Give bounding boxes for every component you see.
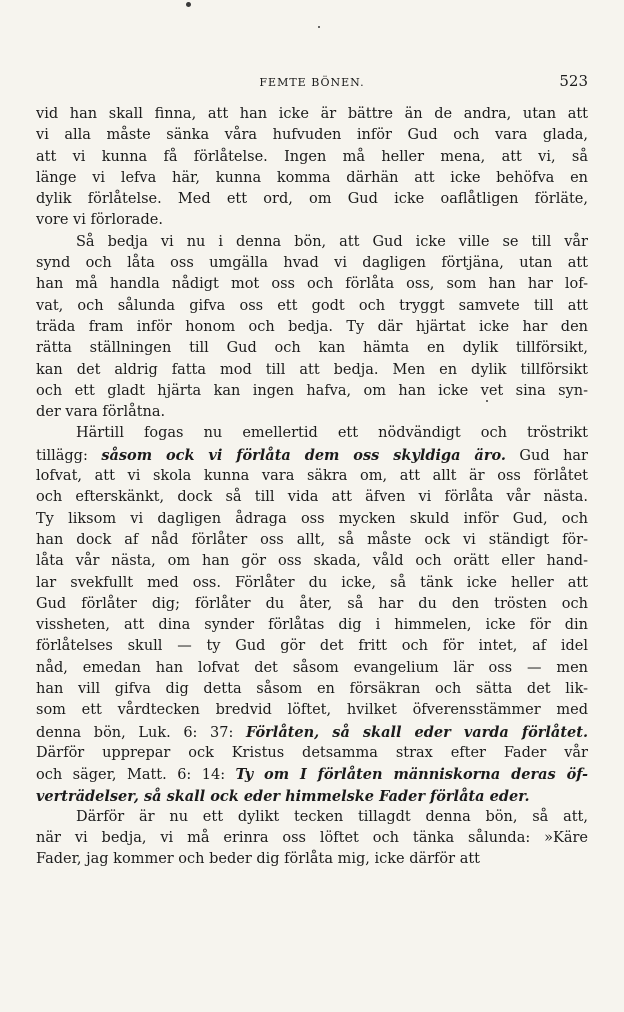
text-line bbox=[36, 210, 588, 231]
text-line bbox=[36, 466, 588, 487]
paragraph bbox=[36, 807, 588, 871]
text-line bbox=[36, 104, 588, 125]
text-line bbox=[36, 253, 588, 274]
text-line bbox=[36, 828, 588, 849]
text-span: han vill gifva dig detta såsom en försäkran och sätta det lik- bbox=[36, 681, 588, 698]
text-span: lar svekfullt med oss. Förlåter du icke, så tänk icke heller att bbox=[36, 574, 588, 591]
text-span: Därför upprepar ock Kristus detsamma strax efter Fader vår bbox=[36, 744, 588, 761]
text-span: nåd, emedan han lofvat det såsom evangelium lär oss — men bbox=[36, 659, 588, 676]
text-span: när vi bedja, vi må erinra oss löftet och tänka sålunda: »Käre bbox=[36, 830, 588, 847]
text-span: vat, och sålunda gifva oss ett godt och tryggt samvete till att bbox=[36, 297, 588, 314]
italic-span: verträdelser, så skall ock eder himmelske Fader förlåta eder. bbox=[36, 787, 530, 805]
paragraph bbox=[36, 104, 588, 232]
italic-span: Ty om I förlåten människorna deras öf- bbox=[235, 766, 588, 784]
text-span: lofvat, att vi skola kunna vara säkra om, att allt är oss förlåtet bbox=[36, 468, 588, 485]
text-line bbox=[36, 381, 588, 402]
text-line bbox=[36, 423, 588, 444]
text-line bbox=[36, 296, 588, 317]
text-line bbox=[36, 147, 588, 168]
text-span: träda fram inför honom och bedja. Ty där hjärtat icke har den bbox=[36, 318, 588, 335]
text-span: och säger, Matt. 6: 14: bbox=[36, 767, 236, 784]
text-line bbox=[36, 849, 588, 870]
text-span: vore vi förlorade. bbox=[36, 212, 163, 229]
text-line bbox=[36, 743, 588, 764]
text-span: vissheten, att dina synder förlåtas dig i himmelen, icke för din bbox=[36, 617, 588, 634]
text-span: han dock af nåd förlåter oss allt, så måste ock vi ständigt för- bbox=[36, 531, 588, 548]
text-line bbox=[36, 679, 588, 700]
text-line bbox=[36, 722, 588, 743]
text-line bbox=[36, 551, 588, 572]
text-span: der vara förlåtna. bbox=[36, 404, 166, 421]
text-line bbox=[36, 168, 588, 189]
text-span: vi alla måste sänka våra hufvuden inför Gud och vara glada, bbox=[36, 127, 588, 144]
page-header bbox=[36, 72, 588, 92]
text-span: och efterskänkt, dock så till vida att äfven vi förlåta vår nästa. bbox=[36, 489, 588, 506]
text-line bbox=[36, 232, 588, 253]
text-line bbox=[36, 530, 588, 551]
text-line bbox=[36, 402, 588, 423]
text-line bbox=[36, 445, 588, 466]
page-body bbox=[36, 104, 588, 871]
text-line bbox=[36, 509, 588, 530]
italic-span: Förlåten, så skall eder varda förlåtet. bbox=[246, 723, 588, 741]
text-span: synd och låta oss umgälla hvad vi dagligen förtjäna, utan att bbox=[36, 255, 588, 272]
text-line bbox=[36, 125, 588, 146]
text-line bbox=[36, 317, 588, 338]
italic-span: såsom ock vi förlåta dem oss skyldiga äro. bbox=[101, 446, 506, 464]
text-line bbox=[36, 594, 588, 615]
page-number: 523 bbox=[559, 72, 588, 90]
text-span: Så bedja vi nu i denna bön, att Gud icke ville se till vår bbox=[76, 233, 588, 250]
text-span: Därför är nu ett dylikt tecken tillagdt denna bön, så att, bbox=[76, 808, 588, 825]
text-span: vid han skall finna, att han icke är bättre än de andra, utan att bbox=[36, 106, 588, 122]
text-span: låta vår nästa, om han gör oss skada, våld och orätt eller hand- bbox=[36, 553, 588, 570]
text-line bbox=[36, 786, 588, 807]
text-line bbox=[36, 700, 588, 721]
text-span: Ty liksom vi dagligen ådraga oss mycken skuld inför Gud, och bbox=[36, 510, 588, 527]
text-span: och ett gladt hjärta kan ingen hafva, om han icke vet sina syn- bbox=[36, 382, 588, 399]
text-span: rätta ställningen till Gud och kan hämta en dylik tillförsikt, bbox=[36, 340, 588, 357]
text-line bbox=[36, 615, 588, 636]
text-span: dylik förlåtelse. Med ett ord, om Gud icke oaflåtligen förläte, bbox=[36, 191, 588, 208]
paragraph bbox=[36, 423, 588, 806]
paragraph bbox=[36, 232, 588, 424]
print-speck bbox=[186, 2, 191, 7]
text-line bbox=[36, 636, 588, 657]
text-span: tillägg: bbox=[36, 447, 102, 464]
text-span: som ett vårdtecken bredvid löftet, hvilket öfverensstämmer med bbox=[36, 702, 588, 719]
text-line bbox=[36, 764, 588, 785]
text-line bbox=[36, 807, 588, 828]
text-line bbox=[36, 658, 588, 679]
running-head: FEMTE BÖNEN. bbox=[259, 76, 365, 89]
text-line bbox=[36, 573, 588, 594]
text-span: att vi kunna få förlåtelse. Ingen må heller mena, att vi, så bbox=[36, 148, 588, 165]
text-line bbox=[36, 487, 588, 508]
text-span: denna bön, Luk. 6: 37: bbox=[36, 724, 246, 741]
text-span: han må handla nådigt mot oss och förlåta oss, som han har lof- bbox=[36, 276, 588, 293]
text-span: länge vi lefva här, kunna komma därhän att icke behöfva en bbox=[36, 169, 588, 186]
text-span: Fader, jag kommer och beder dig förlåta mig, icke därför att bbox=[36, 851, 480, 868]
text-line bbox=[36, 189, 588, 210]
text-line bbox=[36, 274, 588, 295]
text-span: förlåtelses skull — ty Gud gör det fritt och för intet, af idel bbox=[36, 638, 588, 655]
text-span: Härtill fogas nu emellertid ett nödvändigt och tröstrikt bbox=[76, 425, 588, 442]
print-speck bbox=[318, 26, 320, 28]
text-line bbox=[36, 360, 588, 381]
text-span: Gud förlåter dig; förlåter du åter, så har du den trösten och bbox=[36, 595, 588, 612]
text-span: kan det aldrig fatta mod till att bedja. Men en dylik tillförsikt bbox=[36, 361, 588, 378]
text-span: Gud har bbox=[505, 447, 588, 464]
text-line bbox=[36, 338, 588, 359]
